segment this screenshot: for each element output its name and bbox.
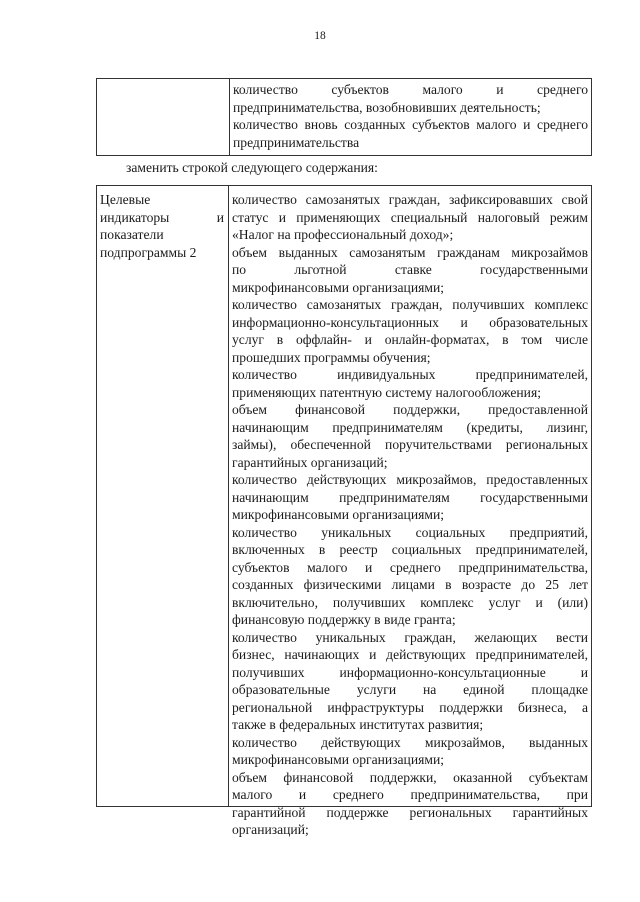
indicator-line: объем выданных самозанятым гражданам микрозаймов <box>232 244 588 260</box>
indicator-line: количество самозанятых граждан, зафиксировавших свой <box>232 192 588 207</box>
indicator-line: информационно-консультационных и образовательных <box>232 314 588 330</box>
indicator-line: статус и применяющих специальный налоговый режим <box>232 209 588 225</box>
indicator-line: гарантийной поддержке региональных гарантийных <box>232 804 588 820</box>
indicator-line: включительно, получивших комплекс услуг и (или) <box>232 594 588 610</box>
heading-line: индикаторы и <box>100 209 224 225</box>
previous-table-row <box>96 78 592 156</box>
indicator-line: начинающим предпринимателям (кредиты, лизинг, <box>232 419 588 435</box>
replacement-instruction: заменить строкой следующего содержания: <box>126 160 378 175</box>
indicator-line: начинающим предпринимателям государственными <box>232 489 588 505</box>
indicator-line: созданных физическими лицами в возрасте до 25 лет <box>232 577 588 592</box>
page-number: 18 <box>314 30 326 42</box>
indicator-line: количество действующих микрозаймов, выданных <box>232 734 588 750</box>
indicator-line: включенных в реестр социальных предпринимателей, <box>232 542 588 557</box>
indicator-line: микрофинансовыми организациями; <box>232 279 445 295</box>
indicator-line: микрофинансовыми организациями; <box>232 752 445 767</box>
indicator-line: бизнес, начинающих и действующих предпринимателей, <box>232 647 588 662</box>
heading-line: Целевые <box>100 192 151 207</box>
indicator-line: получивших информационно-консультационные и <box>232 664 588 680</box>
indicator-line: займы), обеспеченной поручительствами региональных <box>232 437 588 452</box>
heading-line: показатели <box>100 227 164 242</box>
indicator-line: микрофинансовыми организациями; <box>232 507 445 522</box>
indicator-line: прошедших программы обучения; <box>232 349 431 365</box>
indicator-line: организаций; <box>232 822 309 837</box>
indicator-line: субъектов малого и среднего предпринимательства, <box>232 559 588 575</box>
indicator-line: применяющих патентную систему налогообложения; <box>232 384 541 400</box>
text-line: количество вновь созданных субъектов малого и среднего <box>233 117 588 132</box>
indicator-line: объем финансовой поддержки, предоставленной <box>232 402 588 417</box>
indicator-line: услуг в оффлайн- и онлайн-форматах, в том числе <box>232 332 588 347</box>
indicator-line: количество действующих микрозаймов, предоставленных <box>232 472 588 487</box>
indicator-line: количество уникальных социальных предприятий, <box>232 524 588 540</box>
row-heading-cell <box>100 191 224 261</box>
column-divider <box>228 186 229 806</box>
indicator-line: малого и среднего предпринимательства, при <box>232 787 588 802</box>
indicator-line: также в федеральных институтах развития; <box>232 717 484 732</box>
indicator-line: объем финансовой поддержки, оказанной субъектам <box>232 769 588 785</box>
text-line: предпринимательства <box>233 134 360 150</box>
indicator-line: количество индивидуальных предпринимателей, <box>232 367 588 382</box>
indicators-cell <box>232 191 588 839</box>
column-divider <box>229 79 230 155</box>
indicator-line: образовательные услуги на единой площадке <box>232 682 588 697</box>
text-line: предпринимательства, возобновивших деятельность; <box>233 99 541 115</box>
indicator-line: финансовую поддержку в виде гранта; <box>232 612 456 627</box>
indicator-line: «Налог на профессиональный доход»; <box>232 227 454 242</box>
indicator-line: региональной инфраструктуры поддержки бизнеса, а <box>232 699 588 715</box>
indicator-line: гарантийных организаций; <box>232 454 388 470</box>
previous-row-indicators-cell <box>233 81 588 151</box>
heading-line: подпрограммы 2 <box>100 244 197 260</box>
replacement-table-row <box>96 185 592 837</box>
text-line: количество субъектов малого и среднего <box>233 82 588 97</box>
indicator-line: количество уникальных граждан, желающих вести <box>232 629 588 645</box>
indicator-line: по льготной ставке государственными <box>232 262 588 277</box>
indicator-line: количество самозанятых граждан, получивших комплекс <box>232 297 588 312</box>
